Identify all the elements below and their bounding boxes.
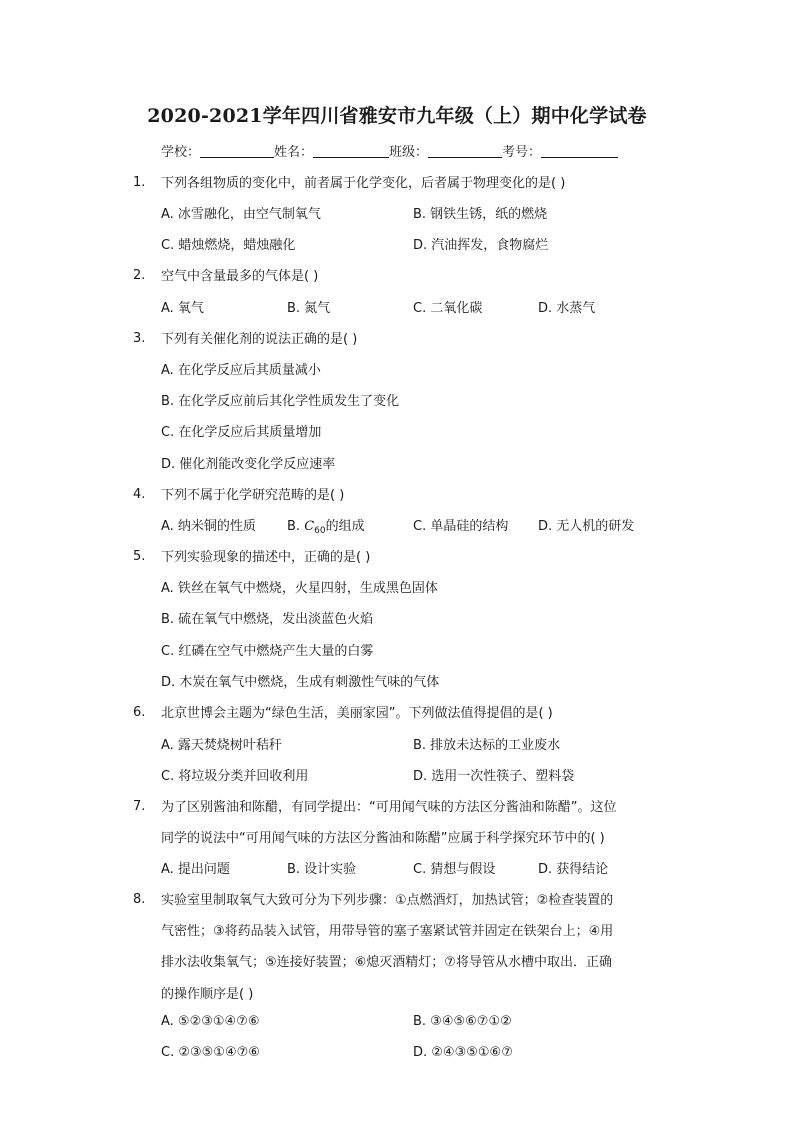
- option-c: C. 在化学反应后其质量增加: [161, 425, 322, 440]
- question-number: 1.: [133, 175, 146, 190]
- option-a: A. 露天焚烧树叶秸秆: [161, 738, 282, 753]
- question-stem: 北京世博会主题为“绿色生活，美丽家园”。下列做法值得提倡的是( ): [161, 706, 553, 721]
- option-d: D. 水蒸气: [538, 301, 596, 316]
- question-stem: 下列不属于化学研究范畴的是( ): [161, 488, 345, 503]
- question-stem-line: 同学的说法中“可用闻气味的方法区分酱油和陈醋”应属于科学探究环节中的( ): [161, 831, 605, 846]
- question-stem-line: 的操作顺序是( ): [161, 987, 254, 1002]
- class-label: 班级：: [389, 145, 429, 160]
- page-title: 2020-2021学年四川省雅安市九年级（上）期中化学试卷: [147, 105, 647, 127]
- option-b: B. 在化学反应前后其化学性质发生了变化: [161, 394, 400, 409]
- option-a: A. 铁丝在氧气中燃烧，火星四射，生成黑色固体: [161, 581, 438, 596]
- option-a: A. 在化学反应后其质量减小: [161, 363, 321, 378]
- option-a: A. 提出问题: [161, 862, 230, 877]
- option-b: B. 排放未达标的工业废水: [413, 738, 561, 753]
- c60-subscript: 60: [314, 526, 326, 536]
- option-a: A. ⑤②③①④⑦⑥: [161, 1014, 260, 1029]
- option-d: D. 获得结论: [538, 862, 609, 877]
- question-stem-line: 为了区别酱油和陈醋，有同学提出：“可用闻气味的方法区分酱油和陈醋”。这位: [161, 800, 617, 815]
- option-b: B. ③④⑤⑥⑦①②: [413, 1014, 512, 1029]
- exam-number-blank[interactable]: [541, 144, 618, 158]
- question-stem-line: 排水法收集氧气；⑤连接好装置；⑥熄灭酒精灯；⑦将导管从水槽中取出．正确: [161, 955, 612, 970]
- question-stem: 空气中含量最多的气体是( ): [161, 269, 319, 284]
- option-b: B. 硫在氧气中燃烧，发出淡蓝色火焰: [161, 612, 374, 627]
- option-b: [287, 515, 365, 536]
- option-a: A. 冰雪融化，由空气制氧气: [161, 207, 321, 222]
- question-number: 7.: [133, 799, 146, 814]
- option-c: C. 红磷在空气中燃烧产生大量的白雾: [161, 644, 374, 659]
- option-a: A. 氧气: [161, 301, 204, 316]
- option-c: C. 蜡烛燃烧，蜡烛融化: [161, 238, 296, 253]
- exam-number-label: 考号：: [502, 145, 542, 160]
- question-number: 2.: [133, 268, 146, 283]
- option-c: C. 猜想与假设: [413, 862, 496, 877]
- option-b: B. 氮气: [287, 301, 331, 316]
- option-d: D. 无人机的研发: [538, 519, 635, 534]
- option-d: D. 选用一次性筷子、塑料袋: [413, 769, 575, 784]
- name-label: 姓名：: [274, 145, 314, 160]
- option-c: C. 将垃圾分类并回收利用: [161, 769, 309, 784]
- option-d: D. ②④③⑤①⑥⑦: [413, 1045, 513, 1060]
- question-number: 6.: [133, 705, 146, 720]
- school-label: 学校：: [161, 145, 201, 160]
- question-stem: 下列各组物质的变化中，前者属于化学变化，后者属于物理变化的是( ): [161, 176, 566, 191]
- student-info-row: [161, 141, 618, 160]
- question-number: 4.: [133, 487, 146, 502]
- question-stem-line: 实验室里制取氧气大致可分为下列步骤：①点燃酒灯，加热试管；②检查装置的: [161, 893, 614, 908]
- option-d: D. 木炭在氧气中燃烧，生成有刺激性气味的气体: [161, 675, 440, 690]
- question-number: 8.: [133, 892, 146, 907]
- school-blank[interactable]: [200, 144, 274, 158]
- option-d: D. 催化剂能改变化学反应速率: [161, 457, 336, 472]
- class-blank[interactable]: [428, 144, 502, 158]
- question-number: 3.: [133, 331, 146, 346]
- question-stem: 下列有关催化剂的说法正确的是( ): [161, 332, 358, 347]
- option-c: C. 二氧化碳: [413, 301, 483, 316]
- question-stem-line: 气密性；③将药品装入试管，用带导管的塞子塞紧试管并固定在铁架台上；④用: [161, 924, 614, 939]
- question-stem: 下列实验现象的描述中，正确的是( ): [161, 550, 371, 565]
- option-a: A. 纳米铜的性质: [161, 519, 256, 534]
- option-b: B. 钢铁生锈，纸的燃烧: [413, 207, 548, 222]
- option-d: D. 汽油挥发，食物腐烂: [413, 238, 549, 253]
- name-blank[interactable]: [313, 144, 389, 158]
- option-c: C. ②③⑤①④⑦⑥: [161, 1045, 260, 1060]
- c60-formula: C: [304, 519, 315, 534]
- option-b-suffix: 的组成: [325, 519, 365, 534]
- question-number: 5.: [133, 549, 146, 564]
- option-b: B. 设计实验: [287, 862, 357, 877]
- option-c: C. 单晶硅的结构: [413, 519, 509, 534]
- option-b-prefix: B.: [287, 519, 305, 534]
